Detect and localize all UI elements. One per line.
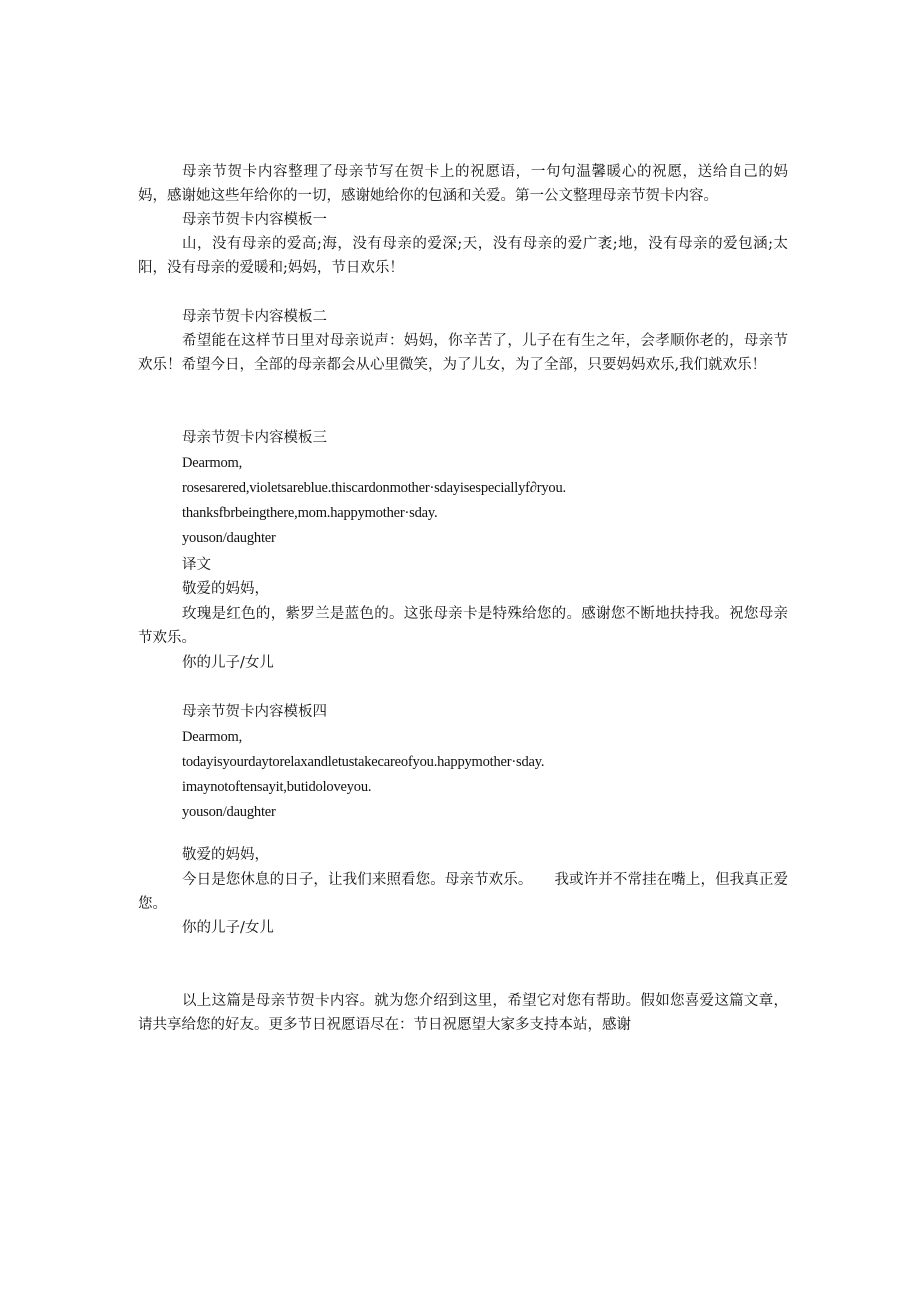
template1-text: 山，没有母亲的爱高;海，没有母亲的爱深;天，没有母亲的爱广袤;地，没有母亲的爱包涵;太阳，没有母亲的爱暖和;妈妈，节日欢乐！ — [138, 236, 788, 276]
template4-en-line1: todayisyourdaytorelaxandletustakecareofyou.happymother·sday. — [182, 754, 545, 770]
template3-zh-body: 玫瑰是红色的，紫罗兰是蓝色的。这张母亲卡是特殊给您的。感谢您不断地扶持我。祝您母亲节欢乐。 — [138, 606, 788, 646]
template4-en-sign: youson/daughter — [182, 804, 276, 820]
template4-zh-body: 今日是您休息的日子，让我们来照看您。母亲节欢乐。 我或许并不常挂在嘴上，但我真正爱您。 — [138, 872, 788, 912]
intro-paragraph: 母亲节贺卡内容整理了母亲节写在贺卡上的祝愿语，一句句温馨暖心的祝愿，送给自己的妈妈，感谢她这些年给你的一切，感谢她给你的包涵和关爱。第一公文整理母亲节贺卡内容。 — [138, 164, 788, 204]
template3-en-greeting: Dearmom, — [182, 455, 243, 471]
closing-paragraph: 以上这篇是母亲节贺卡内容。就为您介绍到这里，希望它对您有帮助。假如您喜爱这篇文章，请共享给您的好友。更多节日祝愿语尽在：节日祝愿望大家多支持本站，感谢 — [138, 993, 788, 1033]
template2-heading: 母亲节贺卡内容模板二 — [182, 309, 327, 325]
template3-en-line1: rosesarered,violetsareblue.thiscardonmother·sdayisespeciallyf∂ryou. — [182, 480, 566, 496]
template4-zh-greeting: 敬爱的妈妈， — [182, 847, 269, 863]
template4-zh-sign: 你的儿子/女儿 — [182, 920, 274, 936]
template3-zh-greeting: 敬爱的妈妈， — [182, 581, 269, 597]
template4-en-line2: imaynotoftensayit,butidoloveyou. — [182, 779, 372, 795]
template3-heading: 母亲节贺卡内容模板三 — [182, 430, 327, 446]
template3-en-line2: thanksfbrbeingthere,mom.happymother·sday. — [182, 505, 438, 521]
template3-zh-sign: 你的儿子/女儿 — [182, 655, 274, 671]
template2-text: 希望能在这样节日里对母亲说声：妈妈，你辛苦了，儿子在有生之年，会孝顺你老的，母亲节欢乐！希望今日，全部的母亲都会从心里微笑，为了儿女，为了全部，只要妈妈欢乐,我们就欢乐！ — [138, 333, 788, 373]
template4-heading: 母亲节贺卡内容模板四 — [182, 704, 327, 720]
template3-en-sign: youson/daughter — [182, 530, 276, 546]
template3-translation-label: 译文 — [182, 557, 211, 573]
template1-heading: 母亲节贺卡内容模板一 — [182, 212, 327, 228]
template4-en-greeting: Dearmom, — [182, 729, 243, 745]
